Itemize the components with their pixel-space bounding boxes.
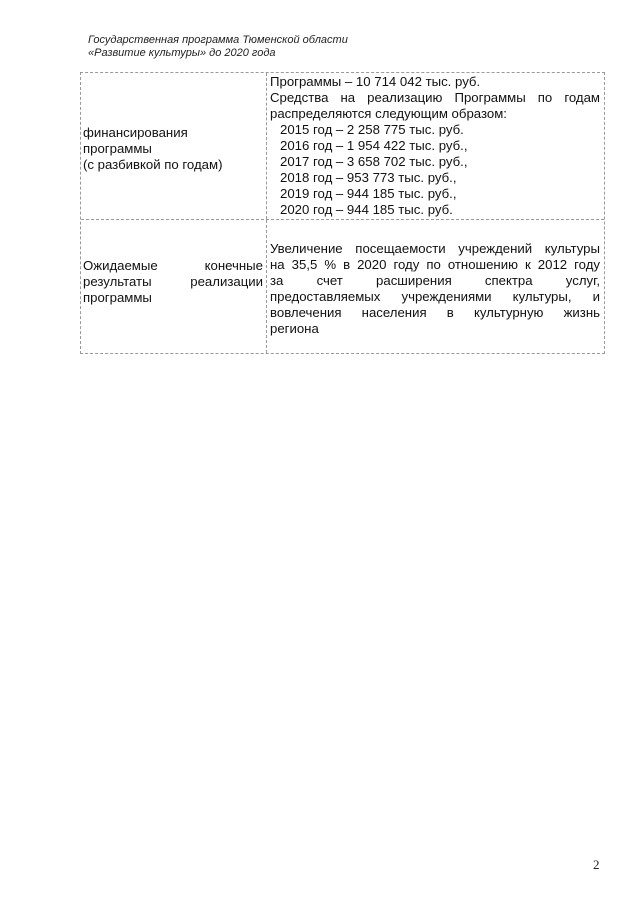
results-value-cell — [267, 220, 604, 353]
results-text-line-4: предоставляемых учреждениями культуры, и — [270, 289, 600, 304]
financing-year-2019: 2019 год – 944 185 тыс. руб., — [280, 186, 457, 201]
financing-intro-line-1: Средства на реализацию Программы по годам — [270, 90, 600, 105]
financing-value-cell — [267, 73, 604, 219]
financing-intro-line-2: распределяются следующим образом: — [270, 106, 507, 121]
financing-total: Программы – 10 714 042 тыс. руб. — [270, 74, 481, 89]
header-line-1: Государственная программа Тюменской области — [88, 34, 348, 46]
header-line-2: «Развитие культуры» до 2020 года — [88, 47, 276, 59]
results-label-line-1: Ожидаемые конечные — [83, 258, 263, 273]
financing-label-line-1: финансирования — [83, 125, 188, 140]
results-label-line-3: программы — [83, 290, 152, 305]
results-label-line-2: результаты реализации — [83, 274, 263, 289]
financing-year-2017: 2017 год – 3 658 702 тыс. руб., — [280, 154, 468, 169]
results-text-line-5: вовлечения населения в культурную жизнь — [270, 305, 600, 320]
program-passport-table — [80, 72, 605, 354]
table-row-financing — [81, 73, 604, 219]
financing-label-line-3: (с разбивкой по годам) — [83, 157, 223, 172]
results-label-cell — [81, 220, 267, 353]
financing-year-2020: 2020 год – 944 185 тыс. руб. — [280, 202, 453, 217]
document-header — [88, 34, 348, 60]
results-text-line-1: Увеличение посещаемости учреждений культуры — [270, 241, 600, 256]
results-text-line-2: на 35,5 % в 2020 году по отношению к 2012 году — [270, 257, 600, 272]
financing-year-2016: 2016 год – 1 954 422 тыс. руб., — [280, 138, 468, 153]
financing-label-cell — [81, 73, 267, 219]
financing-label-line-2: программы — [83, 141, 152, 156]
financing-year-2018: 2018 год – 953 773 тыс. руб., — [280, 170, 457, 185]
results-text-line-3: за счет расширения спектра услуг, — [270, 273, 600, 288]
results-text-line-6: региона — [270, 321, 319, 336]
financing-year-2015: 2015 год – 2 258 775 тыс. руб. — [280, 122, 464, 137]
page-number: 2 — [593, 857, 600, 872]
table-row-results — [81, 219, 604, 353]
